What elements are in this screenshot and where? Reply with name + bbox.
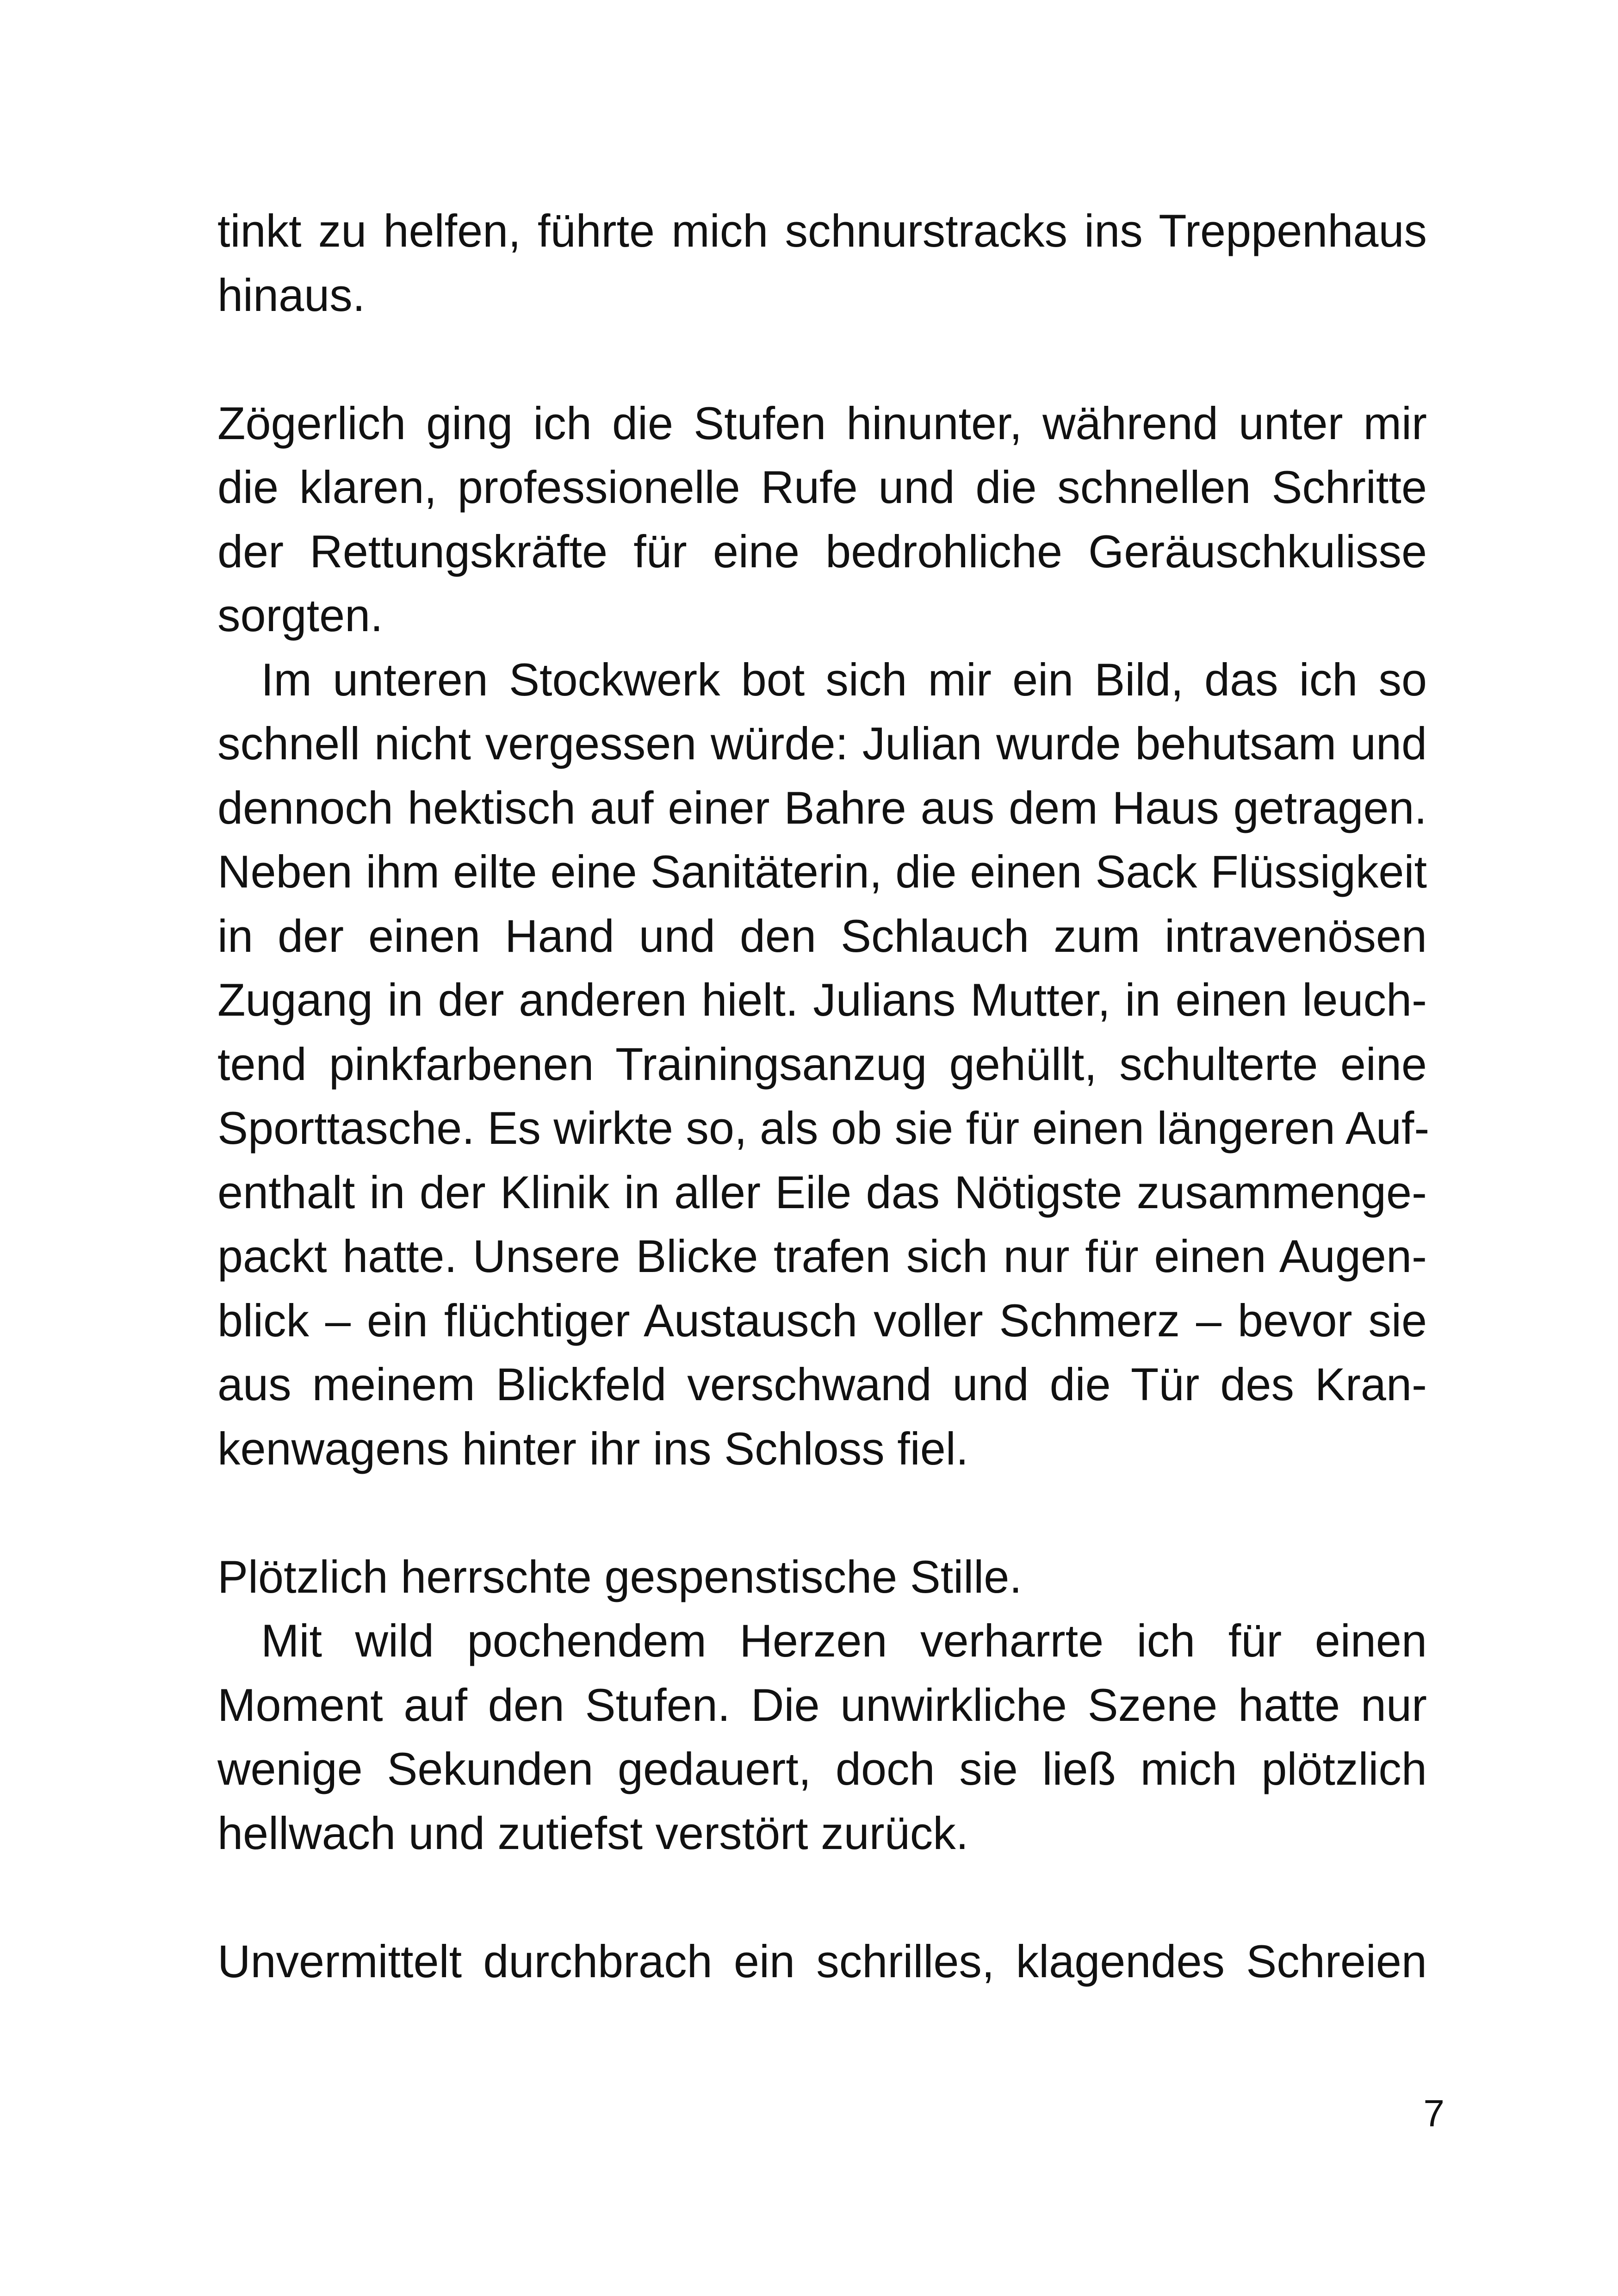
- text-line: die klaren, professionelle Rufe und die schnellen Schritte: [217, 461, 1427, 513]
- text-line: dennoch hektisch auf einer Bahre aus dem Haus getragen.: [217, 782, 1427, 833]
- text-line: packt hatte. Unsere Blicke trafen sich nur für einen Augen-: [217, 1230, 1427, 1282]
- text-line: der Rettungskräfte für eine bedrohliche Geräuschkulisse: [217, 525, 1427, 577]
- text-line: Sporttasche. Es wirkte so, als ob sie für einen längeren Auf-: [217, 1102, 1430, 1154]
- text-line: in der einen Hand und den Schlauch zum intravenösen: [217, 910, 1427, 962]
- paragraph-gap: [217, 1481, 1427, 1545]
- text-line: schnell nicht vergessen würde: Julian wurde behutsam und: [217, 718, 1427, 769]
- text-line: Im unteren Stockwerk bot sich mir ein Bild, das ich so: [261, 653, 1427, 705]
- text-line: Neben ihm eilte eine Sanitäterin, die einen Sack Flüssigkeit: [217, 846, 1427, 897]
- text-line: Unvermittelt durchbrach ein schrilles, klagendes Schreien: [217, 1935, 1427, 1987]
- text-line: tend pinkfarbenen Trainingsanzug gehüllt, schulterte eine: [217, 1038, 1427, 1090]
- text-line: Plötzlich herrschte gespenstische Stille.: [217, 1551, 1022, 1602]
- page-number: 7: [1423, 2092, 1444, 2135]
- text-line: Moment auf den Stufen. Die unwirkliche Szene hatte nur: [217, 1679, 1427, 1731]
- body-text: [217, 199, 1430, 1993]
- text-line: kenwagens hinter ihr ins Schloss fiel.: [217, 1422, 969, 1474]
- text-line: Mit wild pochendem Herzen verharrte ich für einen: [261, 1615, 1427, 1666]
- paragraph-gap: [217, 1865, 1427, 1930]
- text-line: enthalt in der Klinik in aller Eile das Nötigste zusammenge-: [217, 1166, 1427, 1218]
- text-line: blick – ein flüchtiger Austausch voller Schmerz – bevor sie: [217, 1294, 1427, 1346]
- text-line: hinaus.: [217, 269, 366, 321]
- text-line: Zugang in der anderen hielt. Julians Mutter, in einen leuch-: [217, 974, 1427, 1025]
- text-line: hellwach und zutiefst verstört zurück.: [217, 1807, 969, 1859]
- text-line: wenige Sekunden gedauert, doch sie ließ mich plötzlich: [217, 1743, 1427, 1794]
- text-line: sorgten.: [217, 590, 383, 641]
- text-line: tinkt zu helfen, führte mich schnurstracks ins Treppenhaus: [217, 205, 1427, 256]
- text-line: aus meinem Blickfeld verschwand und die Tür des Kran-: [217, 1359, 1427, 1410]
- paragraph-gap: [217, 327, 1427, 391]
- text-line: Zögerlich ging ich die Stufen hinunter, während unter mir: [217, 397, 1427, 449]
